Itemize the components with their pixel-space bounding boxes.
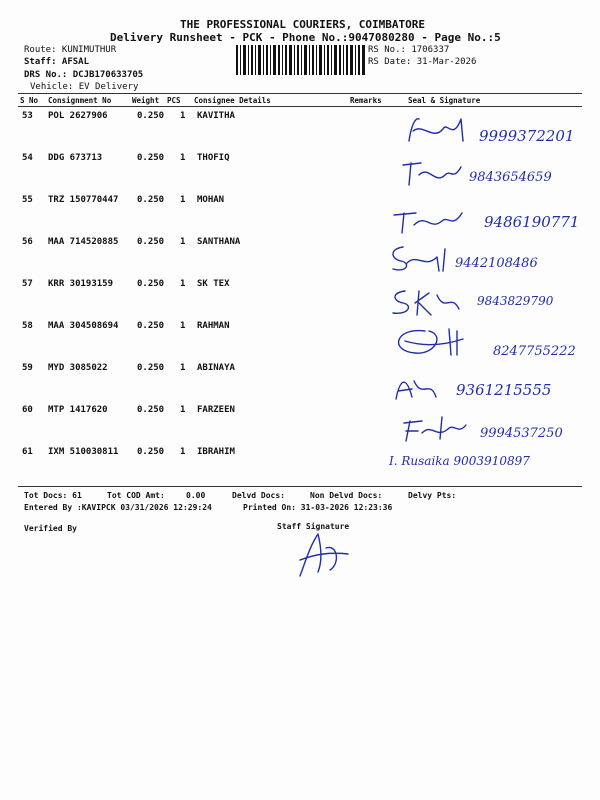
barcode bbox=[236, 45, 366, 75]
row-consignment: TRZ 150770447 bbox=[48, 195, 119, 205]
footer-rule bbox=[18, 486, 582, 487]
row-pcs: 1 bbox=[180, 363, 186, 373]
row-pcs: 1 bbox=[180, 405, 186, 415]
row-consignment: POL 2627906 bbox=[48, 111, 108, 121]
route-label: Route: KUNIMUTHUR bbox=[24, 45, 117, 55]
signature-phone: I. Rusaika 9003910897 bbox=[389, 454, 530, 468]
entered-by: Entered By :KAVIPCK 03/31/2026 12:29:24 bbox=[24, 503, 212, 512]
col-remarks: Remarks bbox=[350, 96, 382, 105]
row-consignment: MYD 3085022 bbox=[48, 363, 108, 373]
total-cod-label: Tot COD Amt: bbox=[107, 491, 165, 500]
row-consignment: KRR 30193159 bbox=[48, 279, 114, 289]
row-sno: 53 bbox=[22, 111, 33, 121]
row-consignment: MAA 714520885 bbox=[48, 237, 119, 247]
table-row bbox=[0, 405, 600, 447]
row-consignment: DDG 673713 bbox=[48, 153, 103, 163]
row-consignee: RAHMAN bbox=[197, 321, 230, 331]
row-weight: 0.250 bbox=[137, 363, 165, 373]
table-row bbox=[0, 195, 600, 237]
rs-date: RS Date: 31-Mar-2026 bbox=[368, 57, 477, 67]
col-seal-signature: Seal & Signature bbox=[408, 96, 481, 105]
total-cod-value: 0.00 bbox=[186, 491, 206, 500]
row-consignment: IXM 510030811 bbox=[48, 447, 119, 457]
signature-phone: 9361215555 bbox=[456, 381, 552, 399]
row-pcs: 1 bbox=[180, 447, 186, 457]
delivered-docs: Delvd Docs: bbox=[232, 491, 285, 500]
total-docs: Tot Docs: 61 bbox=[24, 491, 82, 500]
delivery-points: Delvy Pts: bbox=[408, 491, 457, 500]
recipient-signature bbox=[385, 321, 595, 363]
signature-phone: 9994537250 bbox=[480, 426, 563, 441]
row-consignee: THOFIQ bbox=[197, 153, 230, 163]
row-sno: 54 bbox=[22, 153, 33, 163]
recipient-signature bbox=[385, 283, 585, 323]
row-weight: 0.250 bbox=[137, 111, 165, 121]
row-weight: 0.250 bbox=[137, 279, 165, 289]
row-pcs: 1 bbox=[180, 237, 186, 247]
signature-phone: 9486190771 bbox=[484, 213, 580, 231]
recipient-signature bbox=[390, 199, 590, 241]
non-delivered-docs: Non Delvd Docs: bbox=[310, 491, 383, 500]
staff-signature bbox=[296, 530, 356, 580]
signature-phone: 8247755222 bbox=[493, 344, 576, 359]
staff-signature-label: Staff Signature bbox=[277, 522, 350, 531]
row-consignee: IBRAHIM bbox=[197, 447, 235, 457]
vehicle-label: Vehicle: EV Delivery bbox=[30, 82, 139, 92]
row-pcs: 1 bbox=[180, 195, 186, 205]
row-weight: 0.250 bbox=[137, 153, 165, 163]
row-sno: 57 bbox=[22, 279, 33, 289]
signature-phone: 9442108486 bbox=[455, 256, 538, 271]
staff-label: Staff: AFSAL bbox=[24, 57, 90, 67]
row-sno: 61 bbox=[22, 447, 33, 457]
signature-phone: 9999372201 bbox=[479, 127, 575, 145]
row-pcs: 1 bbox=[180, 279, 186, 289]
row-weight: 0.250 bbox=[137, 447, 165, 457]
printed-on: Printed On: 31-03-2026 12:23:36 bbox=[243, 503, 393, 512]
recipient-signature bbox=[395, 155, 595, 195]
row-weight: 0.250 bbox=[137, 195, 165, 205]
row-sno: 56 bbox=[22, 237, 33, 247]
rs-number: RS No.: 1706337 bbox=[368, 45, 450, 55]
recipient-signature bbox=[385, 239, 585, 279]
table-row bbox=[0, 363, 600, 405]
row-consignee: ABINAYA bbox=[197, 363, 235, 373]
row-pcs: 1 bbox=[180, 153, 186, 163]
table-top-rule bbox=[18, 93, 582, 94]
row-weight: 0.250 bbox=[137, 237, 165, 247]
table-row bbox=[0, 111, 600, 153]
row-weight: 0.250 bbox=[137, 321, 165, 331]
signature-phone: 9843829790 bbox=[477, 294, 554, 308]
table-row bbox=[0, 447, 600, 489]
row-consignment: MTP 1417620 bbox=[48, 405, 108, 415]
row-sno: 55 bbox=[22, 195, 33, 205]
company-title: THE PROFESSIONAL COURIERS, COIMBATORE bbox=[180, 18, 426, 31]
col-sno: S No bbox=[20, 96, 39, 105]
row-pcs: 1 bbox=[180, 321, 186, 331]
row-consignee: FARZEEN bbox=[197, 405, 235, 415]
row-consignment: MAA 304508694 bbox=[48, 321, 119, 331]
row-pcs: 1 bbox=[180, 111, 186, 121]
table-row bbox=[0, 153, 600, 195]
runsheet-subtitle: Delivery Runsheet - PCK - Phone No.:9047080280 - Page No.:5 bbox=[110, 31, 501, 44]
table-row bbox=[0, 321, 600, 363]
recipient-signature bbox=[392, 409, 600, 449]
col-consignee: Consignee Details bbox=[194, 96, 271, 105]
recipient-signature bbox=[390, 369, 590, 409]
table-row bbox=[0, 279, 600, 321]
col-consignment: Consignment No bbox=[48, 96, 112, 105]
recipient-signature bbox=[395, 111, 595, 151]
col-weight: Weight bbox=[132, 96, 160, 105]
row-consignee: SANTHANA bbox=[197, 237, 241, 247]
row-consignee: KAVITHA bbox=[197, 111, 235, 121]
row-consignee: SK TEX bbox=[197, 279, 230, 289]
row-weight: 0.250 bbox=[137, 405, 165, 415]
col-pcs: PCS bbox=[167, 96, 181, 105]
row-consignee: MOHAN bbox=[197, 195, 225, 205]
verified-by-label: Verified By bbox=[24, 524, 77, 533]
drs-number: DRS No.: DCJB170633705 bbox=[24, 70, 144, 80]
table-header-rule bbox=[18, 106, 582, 107]
row-sno: 60 bbox=[22, 405, 33, 415]
signature-phone: 9843654659 bbox=[469, 170, 552, 185]
row-sno: 59 bbox=[22, 363, 33, 373]
table-row bbox=[0, 237, 600, 279]
row-sno: 58 bbox=[22, 321, 33, 331]
recipient-signature bbox=[385, 447, 595, 477]
